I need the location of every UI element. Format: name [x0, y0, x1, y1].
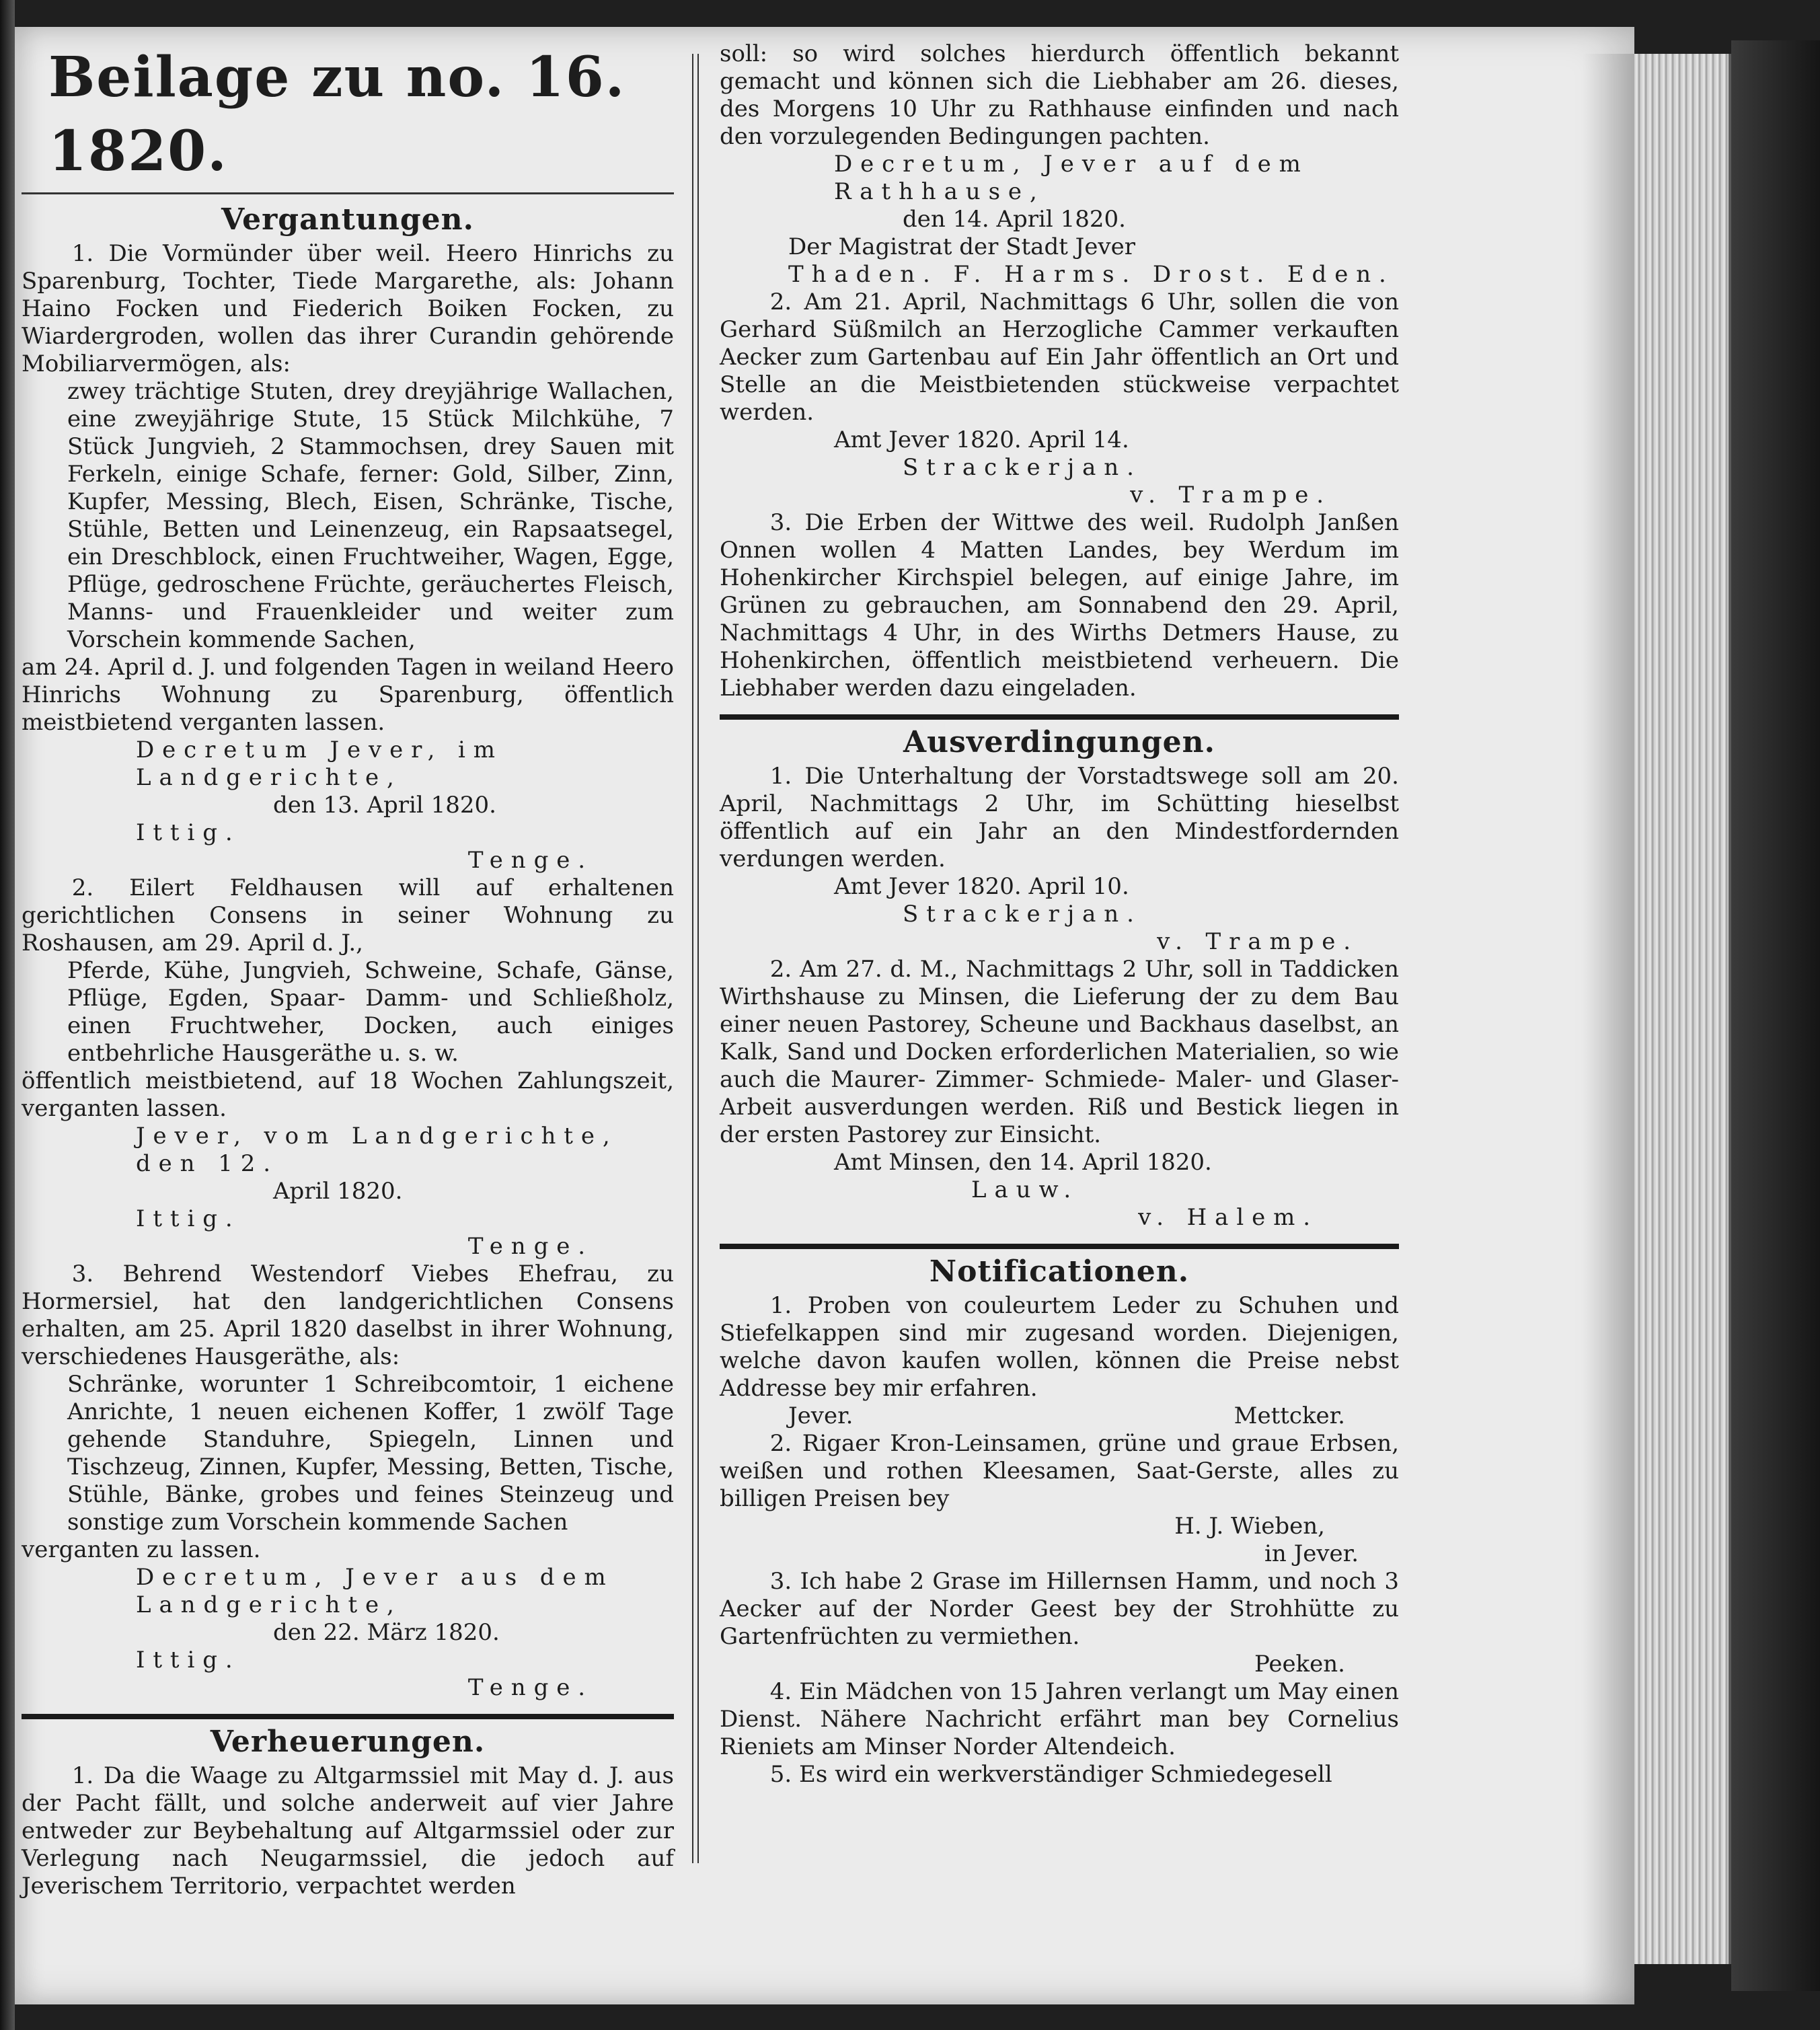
notice-n3-sig: Peeken. [1254, 1651, 1345, 1678]
tender-1-text: 1. Die Unterhaltung der Vorstadtswege soll am 20. April, Nachmittags 2 Uhr, im Schütting hieselbst öffentlich auf ein Jahr an den Mindestfordernden verdungen werden. [720, 763, 1399, 872]
notice-n4-text: 4. Ein Mädchen von 15 Jahren verlangt um May einen Dienst. Nähere Nachricht erfährt man bey Cornelius Rieniets am Minser Norder Altendeich. [720, 1678, 1399, 1760]
notice-1-date: den 13. April 1820. [273, 792, 496, 819]
lease-2-sig-strackerjan: Strackerjan. [903, 454, 1142, 481]
notice-1-decretum: Decretum Jever, im Landgerichte, [136, 737, 503, 791]
tender-1-amt: Amt Jever 1820. April 10. [834, 873, 1129, 900]
notice-2-intro: 2. Eilert Feldhausen will auf erhaltenen gerichtlichen Consens in seiner Wohnung zu Roshausen, am 29. April d. J., [22, 874, 674, 956]
section-rule-3 [720, 1244, 1399, 1249]
lease-1-magistrat: Der Magistrat der Stadt Jever [788, 233, 1136, 260]
notice-3-sig-tenge: Tenge. [467, 1674, 593, 1701]
lease-2-sig-trampe: v. Trampe. [1130, 482, 1332, 509]
notice-2-date: April 1820. [273, 1178, 403, 1205]
page-edges [1634, 54, 1731, 1964]
notice-n2-sig-place: in Jever. [1264, 1540, 1359, 1567]
notice-n5-text: 5. Es wird ein werkverständiger Schmiedegesell [769, 1761, 1332, 1788]
notice-2-end: öffentlich meistbietend, auf 18 Wochen Zahlungszeit, verganten lassen. [22, 1067, 674, 1122]
masthead: Beilage zu no. 16. 1820. [48, 45, 626, 184]
section-title-notificationen: Notificationen. [929, 1254, 1190, 1289]
tender-1-sig-trampe: v. Trampe. [1157, 928, 1359, 955]
notice-3-end: verganten zu lassen. [22, 1536, 261, 1563]
lease-1-decretum: Decretum, Jever auf dem Rathhause, [834, 151, 1309, 205]
lease-1-date: den 14. April 1820. [903, 206, 1126, 233]
notice-2-decretum: Jever, vom Landgerichte, den 12. [136, 1123, 618, 1177]
section-title-verheuerungen: Verheuerungen. [210, 1725, 486, 1759]
tender-2-text: 2. Am 27. d. M., Nachmittags 2 Uhr, soll in Taddicken Wirthshause zu Minsen, die Lieferung der zu dem Bau einer neuen Pastorey, Scheune und Backhaus daselbst, an Kalk, Sand und Docken erforderlichen Materialien, so wie auch die Maurer- Zimmer- Schmiede- Maler- und Glaser-Arbeit ausverdungen werden. Riß und Bestick liegen in der ersten Pastorey zur Einsicht. [720, 956, 1399, 1148]
notice-n1-sig: Mettcker. [1234, 1402, 1345, 1429]
notice-3-list: Schränke, worunter 1 Schreibcomtoir, 1 eichene Anrichte, 1 neuen eichenen Koffer, 1 zwölf Tage gehende Standuhre, Spiegeln, Linnen und Tischzeug, Zinnen, Kupfer, Messing, Betten, Tische, Stühle, Bänke, grobes und feines Steinzeug und sonstige zum Vorschein kommende Sachen [67, 1371, 674, 1536]
tender-2-sig-lauw: Lauw. [971, 1176, 1079, 1203]
notice-1-end: am 24. April d. J. und folgenden Tagen in weiland Heero Hinrichs Wohnung zu Sparenburg, öffentlich meistbietend verganten lassen. [22, 654, 674, 736]
lease-1-text: 1. Da die Waage zu Altgarmssiel mit May d. J. aus der Pacht fällt, und solche anderweit auf vier Jahre entweder zur Beybehaltung auf Altgarmssiel oder zur Verlegung nach Neugarmssiel, die jedoch auf Jeverischem Territorio, verpachtet werden [22, 1762, 674, 1900]
notice-1-intro: 1. Die Vormünder über weil. Heero Hinrichs zu Sparenburg, Tochter, Tiede Margarethe, als: Johann Haino Focken und Fiederich Boiken Focken, zu Wiardergroden, wollen das ihrer Curandin gehörende Mobiliarvermögen, als: [22, 240, 674, 377]
section-rule-2 [720, 714, 1399, 720]
tender-2-amt: Amt Minsen, den 14. April 1820. [834, 1149, 1212, 1176]
notice-2-list: Pferde, Kühe, Jungvieh, Schweine, Schafe, Gänse, Pflüge, Egden, Spaar- Damm- und Schließholz, einen Fruchtweher, Docken, auch einiges entbehrliche Hausgeräthe u. s. w. [67, 957, 674, 1067]
right-column [720, 40, 1399, 1789]
notice-2-sig-ittig: Ittig. [136, 1205, 241, 1232]
lease-3-text: 3. Die Erben der Wittwe des weil. Rudolph Janßen Onnen wollen 4 Matten Landes, bey Werdum im Hohenkircher Kirchspiel belegen, auf einige Jahre, im Grünen zu gebrauchen, am Sonnabend den 29. April, Nachmittags 4 Uhr, in des Wirths Detmers Hause, zu Hohenkirchen, öffentlich meistbietend verheuern. Die Liebhaber werden dazu eingeladen. [720, 509, 1399, 702]
page-curl-shadow [1582, 54, 1634, 2004]
book-shadow [1731, 40, 1820, 1991]
notice-n1-signature [720, 1402, 1399, 1430]
notice-1-sig-tenge: Tenge. [467, 847, 593, 874]
masthead-rule [22, 192, 674, 194]
lease-2-text: 2. Am 21. April, Nachmittags 6 Uhr, sollen die von Gerhard Süßmilch an Herzogliche Cammer verkauften Aecker zum Gartenbau auf Ein Jahr öffentlich an Ort und Stelle an die Meistbietenden stückweise verpachtet werden. [720, 289, 1399, 426]
notice-1-sig-ittig: Ittig. [136, 819, 241, 846]
section-rule [22, 1714, 674, 1719]
notice-n2-sig-name: H. J. Wieben, [1174, 1513, 1325, 1540]
notice-2-sig-tenge: Tenge. [467, 1233, 593, 1260]
notice-1-list: zwey trächtige Stuten, drey dreyjährige Wallachen, eine zweyjährige Stute, 15 Stück Milchkühe, 7 Stück Jungvieh, 2 Stammochsen, drey Sauen mit Ferkeln, einige Schafe, ferner: Gold, Silber, Zinn, Kupfer, Messing, Blech, Eisen, Schränke, Tische, Stühle, Betten und Leinenzeug, ein Rapsaatsegel, ein Dreschblock, einen Fruchtweiher, Wagen, Egge, Pflüge, gedroschene Früchte, geräuchertes Fleisch, Manns- und Frauenkleider und weiter zum Vorschein kommende Sachen, [67, 378, 674, 653]
lease-2-amt: Amt Jever 1820. April 14. [834, 426, 1129, 453]
notice-n1-place: Jever. [788, 1402, 854, 1429]
left-column [22, 40, 674, 1900]
lease-1-names: Thaden. F. Harms. Drost. Eden. [788, 261, 1394, 288]
notice-3-sig-ittig: Ittig. [136, 1647, 241, 1674]
notice-n1-text: 1. Proben von couleurtem Leder zu Schuhen und Stiefelkappen sind mir zugesand worden. Diejenigen, welche davon kaufen wollen, können die Preise nebst Addresse bey mir erfahren. [720, 1292, 1399, 1402]
section-title-ausverdingungen: Ausverdingungen. [903, 725, 1215, 759]
section-title-vergantungen: Vergantungen. [221, 202, 474, 237]
lease-1-continued: soll: so wird solches hierdurch öffentlich bekannt gemacht und können sich die Liebhaber am 26. dieses, des Morgens 10 Uhr zu Rathhause einfinden und nach den vorzulegenden Bedingungen pachten. [720, 40, 1399, 150]
notice-3-intro: 3. Behrend Westendorf Viebes Ehefrau, zu Hormersiel, hat den landgerichtlichen Consens erhalten, am 25. April 1820 daselbst in ihrer Wohnung, verschiedenes Hausgeräthe, als: [22, 1261, 674, 1370]
binding-edge [0, 0, 15, 2030]
tender-2-sig-halem: v. Halem. [1138, 1204, 1318, 1231]
newspaper-page [15, 27, 1634, 2004]
notice-3-decretum: Decretum, Jever aus dem Landgerichte, [136, 1564, 614, 1618]
tender-1-sig-strackerjan: Strackerjan. [903, 901, 1142, 928]
column-divider [692, 54, 699, 1863]
notice-n2-text: 2. Rigaer Kron-Leinsamen, grüne und graue Erbsen, weißen und rothen Kleesamen, Saat-Gerste, alles zu billigen Preisen bey [720, 1430, 1399, 1512]
notice-n3-text: 3. Ich habe 2 Grase im Hillernsen Hamm, und noch 3 Aecker auf der Norder Geest bey der Strohhütte zu Gartenfrüchten zu vermiethen. [720, 1568, 1399, 1650]
notice-3-date: den 22. März 1820. [273, 1619, 500, 1646]
